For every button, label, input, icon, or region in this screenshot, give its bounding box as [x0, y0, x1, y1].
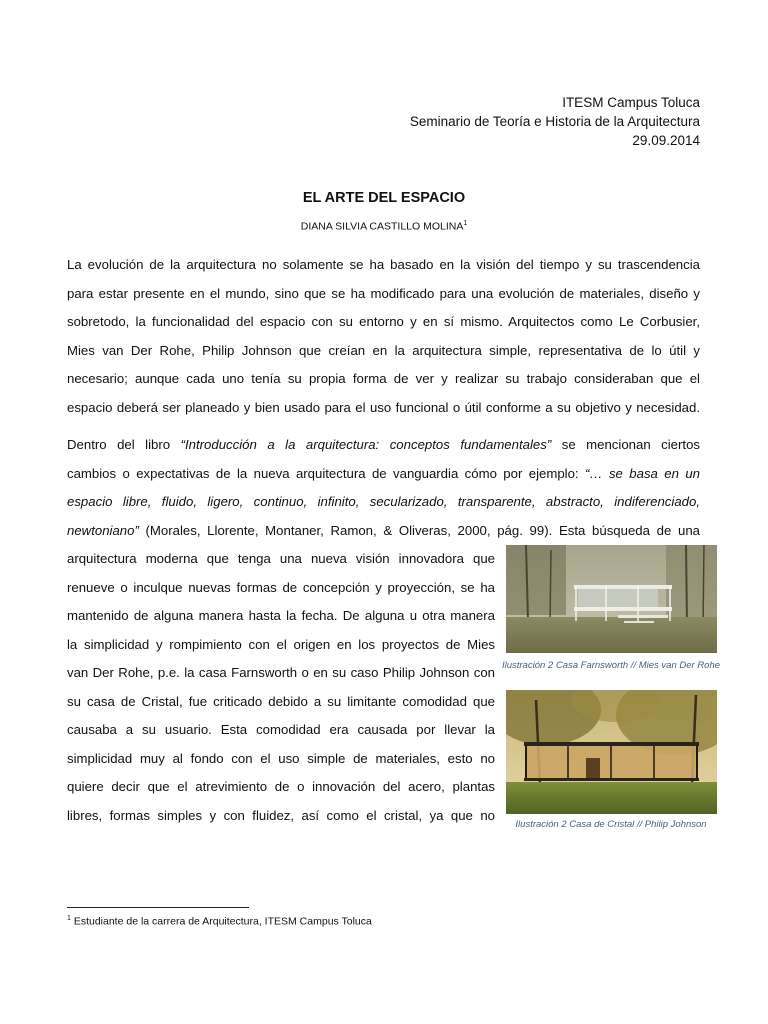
glass-house-image — [506, 690, 717, 814]
institution: ITESM Campus Toluca — [562, 95, 700, 110]
text-line: para estar presente en el mundo, sino que se ha modificado para una evolución de materiales, diseño y — [67, 285, 700, 301]
figure-caption-2: Ilustración 2 Casa de Cristal // Philip Johnson — [515, 819, 707, 830]
text-line: necesario; aunque cada uno tenía su propia forma de ver y realizar su trabajo consideraban que el — [67, 371, 700, 386]
course-name: Seminario de Teoría e Historia de la Arquitectura — [409, 114, 700, 129]
figure-caption-1: Ilustración 2 Casa Farnsworth // Mies van Der Rohe — [501, 660, 721, 671]
quote: newtoniano” — [67, 522, 139, 538]
text-line: espacio deberá ser planeado y bien usado para el uso funcional o útil conforme a su objetivo y necesidad. — [67, 399, 700, 415]
text-line — [67, 488, 700, 517]
farnsworth-house-image — [506, 545, 717, 653]
page-title: EL ARTE DEL ESPACIO — [302, 190, 466, 206]
author-line — [0, 220, 768, 233]
text-line: van Der Rohe, p.e. la casa Farnsworth o en su caso Philip Johnson con — [67, 665, 495, 680]
text-line: simplicidad muy al fondo con el uso simple de materiales, esto no — [67, 750, 495, 766]
text-line: la simplicidad y rompimiento con el origen en los proyectos de Mies — [67, 636, 495, 652]
paragraph-2-continued — [67, 545, 495, 830]
paragraph-1 — [67, 251, 700, 422]
text-line: Mies van Der Rohe, Philip Johnson que creían en la arquitectura simple, representativa de lo útil y — [67, 342, 700, 358]
quote: “… se basa en un — [585, 465, 700, 481]
footnote-divider — [67, 907, 249, 908]
footnote-mark: 1 — [463, 220, 468, 227]
text-line: La evolución de la arquitectura no solamente se ha basado en la visión del tiempo y su trascendencia — [67, 257, 700, 272]
document-header — [410, 93, 700, 150]
text-line: sobretodo, la funcionalidad del espacio con su entorno y en sí mismo. Arquitectos como Le Corbusier, — [67, 314, 700, 329]
book-title: “Introducción a la arquitectura: conceptos fundamentales” — [180, 437, 552, 452]
text-line: Dentro del libro “Introducción a la arquitectura: conceptos fundamentales” se mencionan ciertos — [67, 437, 701, 452]
text-line: causaba a su usuario. Esta comodidad era causada por llevar la — [67, 722, 495, 737]
quote: espacio libre, fluido, ligero, continuo, infinito, secularizado, transparente, abstracto, indiferenciado, — [67, 494, 700, 509]
footnote — [67, 915, 372, 928]
author-name: DIANA SILVIA CASTILLO MOLINA — [300, 220, 464, 233]
text-line: newtoniano” (Morales, Llorente, Montaner, Ramon, & Oliveras, 2000, pág. 99). Esta búsqueda de una — [67, 522, 700, 538]
text-line: quiere decir que el atrevimiento de o innovación del acero, plantas — [67, 779, 495, 794]
text-line: renueve o inculque nuevas formas de concepción y proyección, se ha — [67, 579, 495, 595]
text-line: arquitectura moderna que tenga una nueva visión innovadora que — [67, 551, 495, 566]
document-date: 29.09.2014 — [632, 133, 700, 148]
footnote-number: 1 — [67, 915, 71, 922]
footnote-text: Estudiante de la carrera de Arquitectura, ITESM Campus Toluca — [70, 915, 372, 928]
text-line: libres, formas simples y con fluidez, así como el cristal, ya que no — [67, 807, 495, 823]
text-line: su casa de Cristal, fue criticado debido a su limitante comodidad que — [67, 693, 495, 709]
text-line: mantenido de alguna manera hasta la fecha. De alguna u otra manera — [67, 608, 495, 623]
paragraph-2 — [67, 431, 700, 545]
text-line: cambios o expectativas de la nueva arquitectura de vanguardia cómo por ejemplo: “… se basa en un — [67, 465, 700, 481]
